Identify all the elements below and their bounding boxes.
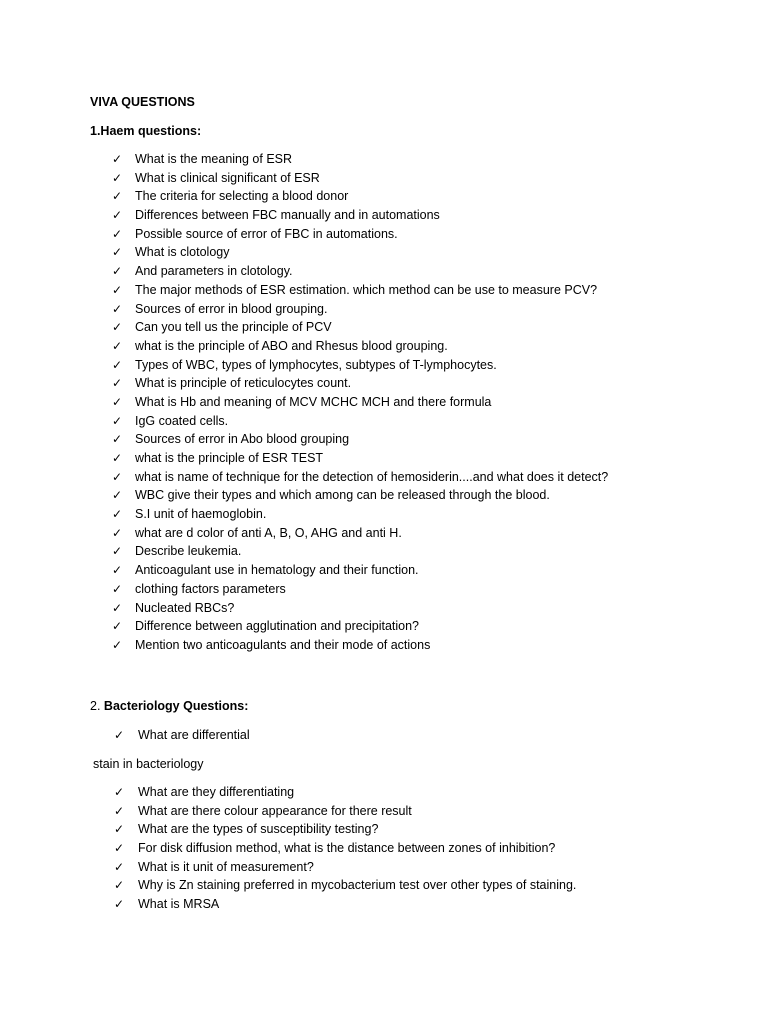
question-continuation-text: stain in bacteriology [93, 757, 204, 771]
haem-section-heading [90, 123, 201, 139]
haem-heading-text: 1.Haem questions: [90, 124, 202, 138]
check-icon: ✓ [114, 803, 125, 818]
check-icon: ✓ [112, 357, 123, 372]
check-icon: ✓ [112, 525, 123, 540]
check-icon: ✓ [112, 581, 123, 596]
check-icon: ✓ [112, 264, 123, 279]
question-text: WBC give their types and which among can be released through the blood. [135, 488, 550, 503]
question-text: What are differential [138, 728, 250, 742]
question-text: clothing factors parameters [135, 581, 286, 596]
question-text: what is the principle of ABO and Rhesus blood grouping. [135, 338, 448, 353]
question-text: what is the principle of ESR TEST [135, 451, 324, 465]
check-icon: ✓ [112, 338, 123, 353]
check-icon: ✓ [114, 785, 125, 799]
question-text: Differences between FBC manually and in automations [135, 208, 440, 223]
check-icon: ✓ [112, 619, 123, 634]
check-icon: ✓ [114, 897, 125, 912]
question-text: What are they differentiating [138, 785, 295, 799]
check-icon: ✓ [112, 432, 123, 447]
check-icon: ✓ [112, 376, 123, 391]
question-text: What are the types of susceptibility testing? [138, 822, 379, 837]
question-text: IgG coated cells. [135, 413, 229, 428]
check-icon: ✓ [112, 637, 123, 652]
check-icon: ✓ [114, 728, 125, 742]
bacteriology-heading-number: 2. [90, 699, 101, 713]
check-icon: ✓ [112, 282, 123, 297]
question-text: For disk diffusion method, what is the distance between zones of inhibition? [138, 841, 556, 856]
question-text: The criteria for selecting a blood donor [135, 189, 349, 204]
check-icon: ✓ [112, 600, 123, 615]
question-text: And parameters in clotology. [135, 264, 293, 279]
check-icon: ✓ [112, 320, 123, 335]
question-text: Can you tell us the principle of PCV [135, 320, 332, 335]
question-text: what is name of technique for the detection of hemosiderin....and what does it detect? [135, 469, 609, 484]
question-text: What is it unit of measurement? [138, 859, 314, 874]
question-text: Difference between agglutination and precipitation? [135, 619, 419, 634]
check-icon: ✓ [112, 170, 123, 185]
check-icon: ✓ [114, 822, 125, 837]
check-icon: ✓ [112, 226, 123, 241]
check-icon: ✓ [112, 152, 123, 166]
document-title: VIVA QUESTIONS [90, 95, 195, 109]
check-icon: ✓ [112, 544, 123, 559]
question-text: Sources of error in Abo blood grouping [135, 432, 350, 447]
check-icon: ✓ [112, 245, 123, 260]
check-icon: ✓ [112, 189, 123, 204]
question-text: The major methods of ESR estimation. which method can be use to measure PCV? [135, 282, 598, 297]
question-text: What is clotology [135, 245, 230, 260]
question-text: Describe leukemia. [135, 544, 242, 559]
check-icon: ✓ [112, 469, 123, 484]
question-text: Why is Zn staining preferred in mycobacterium test over other types of staining. [138, 878, 577, 893]
question-text: Sources of error in blood grouping. [135, 301, 328, 316]
question-text: Types of WBC, types of lymphocytes, subtypes of T-lymphocytes. [135, 357, 497, 372]
question-text: What are there colour appearance for there result [138, 803, 412, 818]
question-text: What is principle of reticulocytes count. [135, 376, 352, 391]
bacteriology-heading-text: Bacteriology Questions: [103, 699, 249, 713]
question-text: what are d color of anti A, B, O, AHG and anti H. [135, 525, 402, 540]
question-text: What is Hb and meaning of MCV MCHC MCH and there formula [135, 394, 492, 409]
question-text: Possible source of error of FBC in automations. [135, 226, 398, 241]
check-icon: ✓ [114, 878, 125, 893]
check-icon: ✓ [112, 394, 123, 409]
check-icon: ✓ [112, 507, 123, 522]
check-icon: ✓ [112, 488, 123, 503]
bacteriology-section-heading [90, 698, 248, 714]
question-text: Nucleated RBCs? [135, 600, 235, 615]
check-icon: ✓ [114, 859, 125, 874]
check-icon: ✓ [114, 841, 125, 856]
question-text: Mention two anticoagulants and their mode of actions [135, 637, 431, 652]
question-text: S.I unit of haemoglobin. [135, 507, 267, 522]
check-icon: ✓ [112, 301, 123, 316]
check-icon: ✓ [112, 451, 123, 465]
question-text: What is the meaning of ESR [135, 152, 293, 166]
check-icon: ✓ [112, 208, 123, 223]
check-icon: ✓ [112, 413, 123, 428]
question-text: What is clinical significant of ESR [135, 170, 320, 185]
question-text: Anticoagulant use in hematology and their function. [135, 563, 419, 578]
question-text: What is MRSA [138, 897, 220, 912]
check-icon: ✓ [112, 563, 123, 578]
